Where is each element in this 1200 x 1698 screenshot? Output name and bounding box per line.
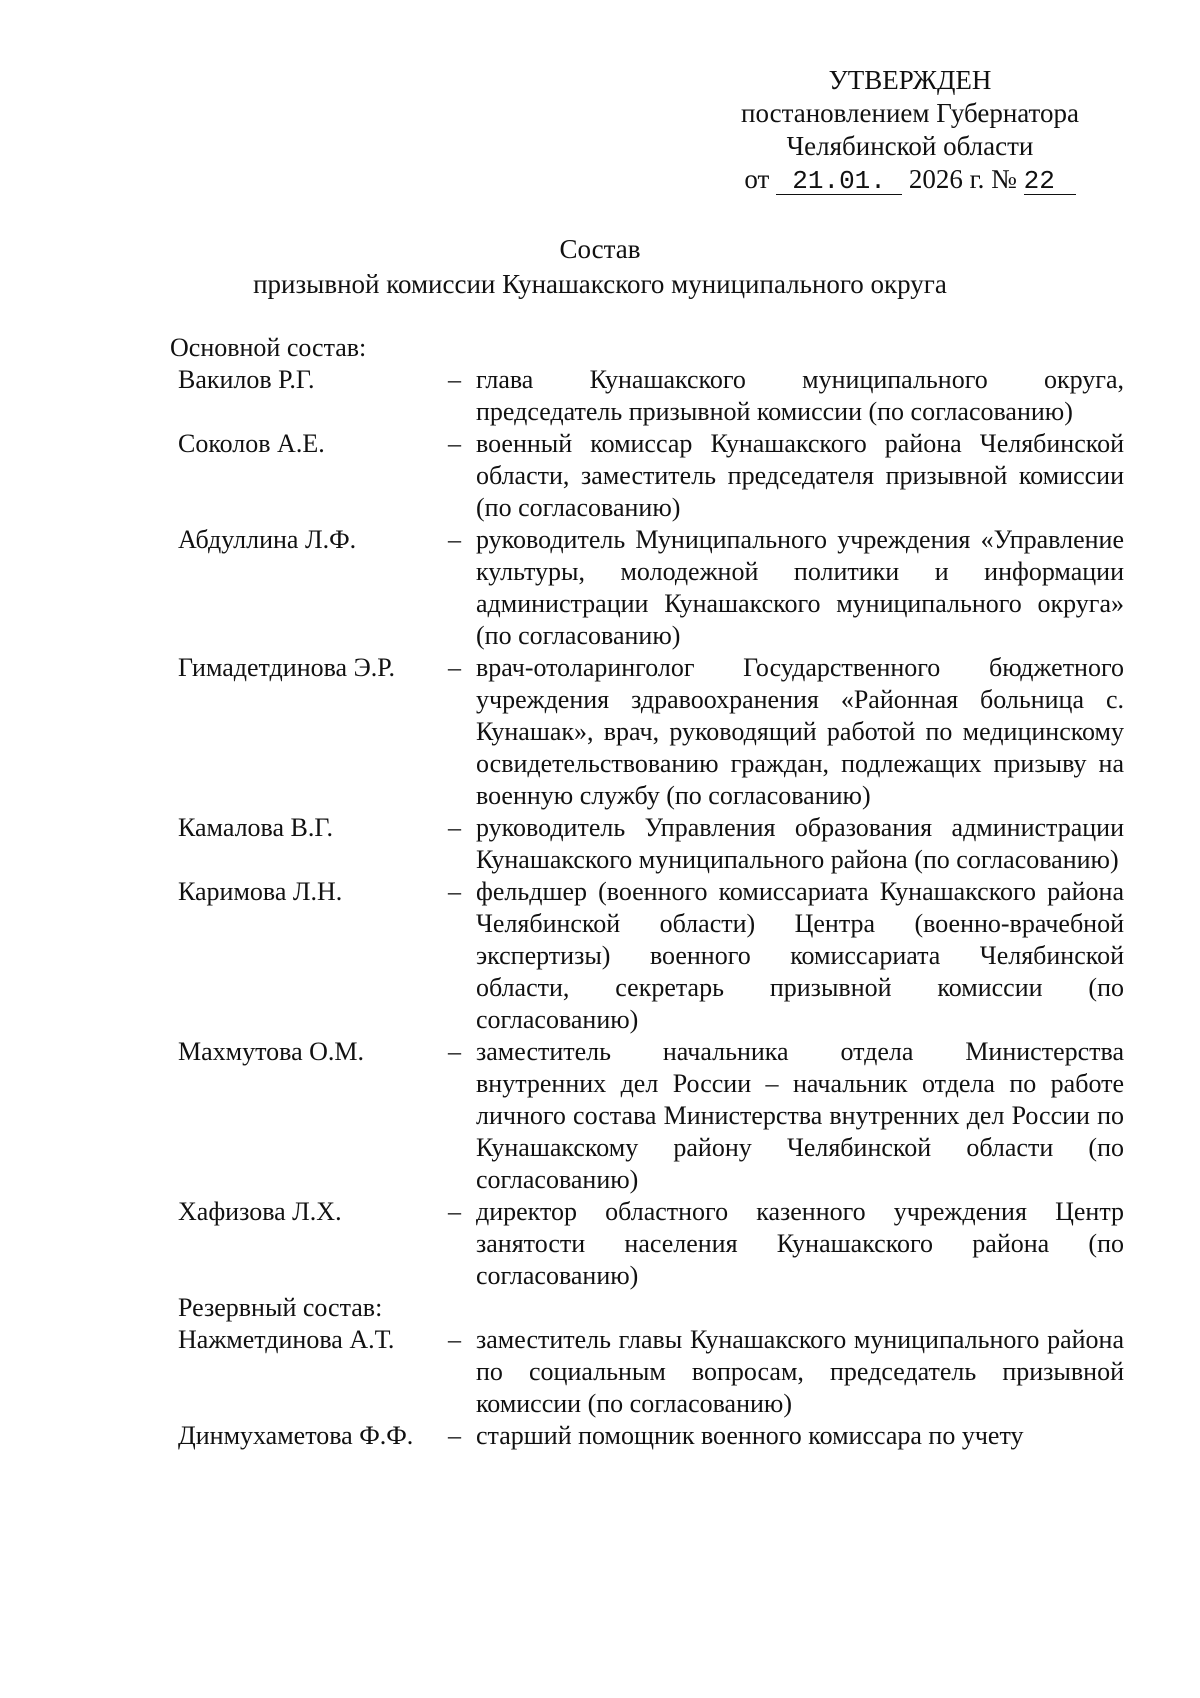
member-dash: – — [448, 1421, 461, 1450]
main-members-list — [178, 364, 1138, 1452]
approval-date-line — [700, 163, 1120, 196]
member-row — [178, 812, 1138, 876]
member-dash: – — [448, 1037, 461, 1066]
member-row — [178, 1196, 1138, 1292]
member-description: заместитель начальника отдела Министерства внутренних дел России – начальник отдела по работе личного состава Министерства внутренних дел России по Кунашакскому району Челябинской области (по согласованию) — [476, 1037, 1124, 1194]
approval-stamp — [700, 64, 1120, 196]
title-line-2: призывной комиссии Кунашакского муниципального округа — [253, 269, 947, 299]
member-row — [178, 652, 1138, 812]
member-description: военный комиссар Кунашакского района Челябинской области, заместитель председателя призывной комиссии (по согласованию) — [476, 429, 1124, 522]
member-name: Динмухаметова Ф.Ф. — [178, 1421, 414, 1450]
member-dash: – — [448, 877, 461, 906]
document-title — [0, 232, 1200, 302]
member-name: Вакилов Р.Г. — [178, 365, 315, 394]
member-description: директор областного казенного учреждения Центр занятости населения Кунашакского района (по согласованию) — [476, 1197, 1124, 1290]
document-number: 22 — [1024, 168, 1076, 195]
member-name: Абдуллина Л.Ф. — [178, 525, 357, 554]
member-name: Соколов А.Е. — [178, 429, 325, 458]
member-description: фельдшер (военного комиссариата Кунашакского района Челябинской области) Центра (военно-врачебной экспертизы) военного комиссариата Челябинской области, секретарь призывной комиссии (по согласованию) — [476, 877, 1124, 1034]
approval-line-1: постановлением Губернатора — [741, 98, 1079, 128]
member-dash: – — [448, 1325, 461, 1354]
member-dash: – — [448, 429, 461, 458]
member-description: заместитель главы Кунашакского муниципального района по социальным вопросам, председатель призывной комиссии (по согласованию) — [476, 1325, 1124, 1418]
reserve-section-row — [178, 1292, 1138, 1324]
title-line-1: Состав — [559, 234, 641, 264]
member-row — [178, 1036, 1138, 1196]
member-description: глава Кунашакского муниципального округа, председатель призывной комиссии (по согласованию) — [476, 365, 1124, 426]
member-name: Каримова Л.Н. — [178, 877, 343, 906]
main-section-label: Основной состав: — [170, 333, 367, 362]
member-name: Хафизова Л.Х. — [178, 1197, 342, 1226]
member-dash: – — [448, 653, 461, 682]
member-row — [178, 1324, 1138, 1420]
member-row — [178, 428, 1138, 524]
member-row — [178, 876, 1138, 1036]
reserve-section-label: Резервный состав: — [178, 1293, 383, 1322]
member-description: врач-отоларинголог Государственного бюджетного учреждения здравоохранения «Районная больница с. Кунашак», врач, руководящий работой по медицинскому освидетельствованию граждан, подлежащих призыву на военную службу (по согласованию) — [476, 653, 1124, 810]
member-name: Махмутова О.М. — [178, 1037, 364, 1066]
member-row — [178, 1420, 1138, 1452]
member-row — [178, 364, 1138, 428]
member-name: Гимадетдинова Э.Р. — [178, 653, 395, 682]
year-suffix: 2026 г. № — [908, 164, 1017, 194]
member-dash: – — [448, 1197, 461, 1226]
date-value: 21.01. — [776, 168, 902, 195]
member-description: руководитель Муниципального учреждения «Управление культуры, молодежной политики и информации администрации Кунашакского муниципального округа» (по согласованию) — [476, 525, 1124, 650]
member-name: Нажметдинова А.Т. — [178, 1325, 395, 1354]
member-row — [178, 524, 1138, 652]
member-dash: – — [448, 365, 461, 394]
approval-line-2: Челябинской области — [786, 131, 1034, 161]
member-dash: – — [448, 813, 461, 842]
member-name: Камалова В.Г. — [178, 813, 333, 842]
approval-heading: УТВЕРЖДЕН — [828, 65, 992, 95]
member-dash: – — [448, 525, 461, 554]
date-prefix: от — [744, 164, 770, 194]
member-description: руководитель Управления образования администрации Кунашакского муниципального района (по согласованию) — [476, 813, 1124, 874]
member-description: старший помощник военного комиссара по учету — [476, 1421, 1024, 1450]
